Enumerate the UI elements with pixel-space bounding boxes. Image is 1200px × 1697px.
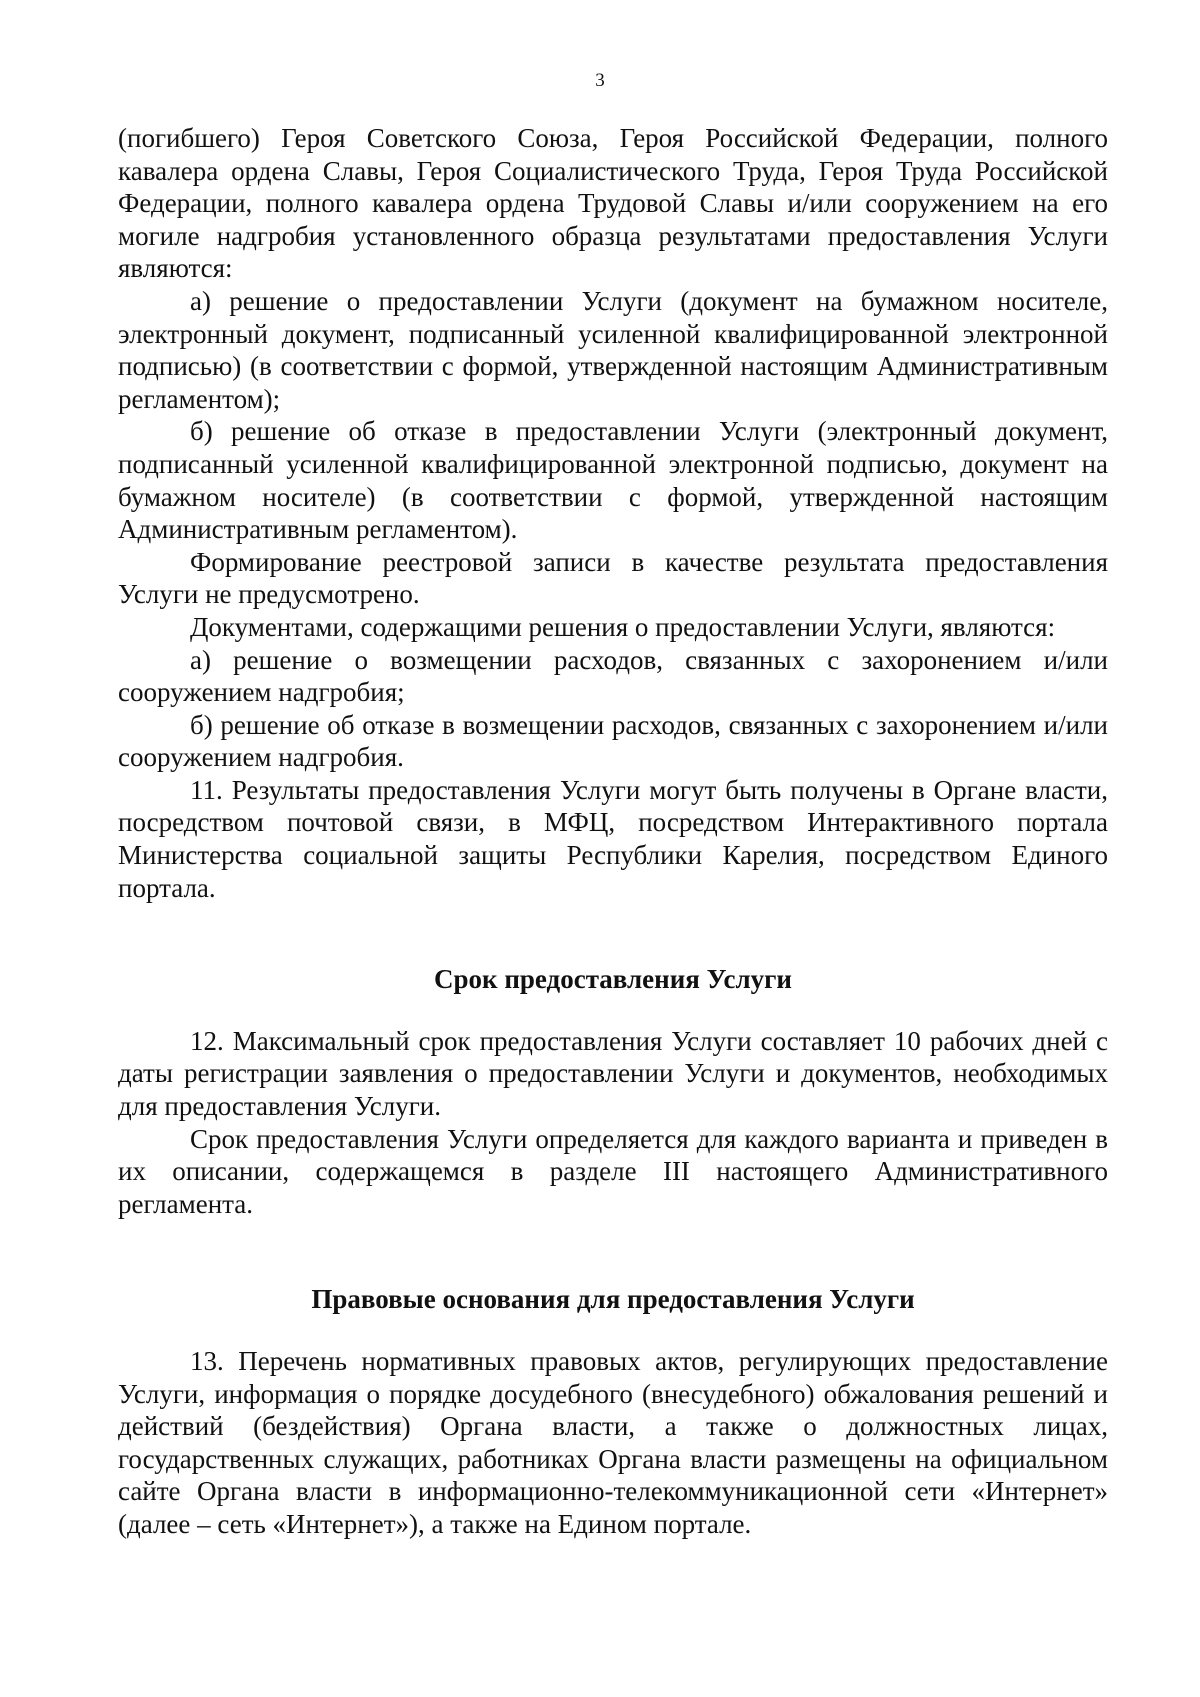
paragraph-item-11: 11. Результаты предоставления Услуги могут быть получены в Органе власти, посредством почтовой связи, в МФЦ, посредством Интерактивного портала Министерства социальной защиты Республики Карелия, посредством Единого портала. [118, 774, 1108, 903]
paragraph-results-intro: (погибшего) Героя Советского Союза, Героя Российской Федерации, полного кавалера ордена Славы, Героя Социалистического Труда, Героя Труда Российской Федерации, полного кавалера ордена Трудовой Славы и/или сооружением на его могиле надгробия установленного образца результатами предоставления Услуги являются: [118, 123, 1108, 284]
section-heading-term: Срок предоставления Услуги [434, 964, 792, 995]
document-body [118, 122, 1108, 1541]
paragraph-item-13: 13. Перечень нормативных правовых актов, регулирующих предоставление Услуги, информация о порядке досудебного (внесудебного) обжалования решений и действий (бездействия) Органа власти, а также о должностных лицах, государственных служащих, работниках Органа власти размещены на официальном сайте Органа власти в информационно-телекоммуникационной сети «Интернет» (далее – сеть «Интернет»), а также на Едином портале. [118, 1346, 1108, 1539]
paragraph-decision-refusal: б) решение об отказе в предоставлении Услуги (электронный документ, подписанный усиленной квалифицированной электронной подписью, документ на бумажном носителе) (в соответствии с формой, утвержденной настоящим Административным регламентом). [118, 416, 1108, 545]
paragraph-documents-intro: Документами, содержащими решения о предоставлении Услуги, являются: [190, 611, 1056, 642]
paragraph-term-variants: Срок предоставления Услуги определяется для каждого варианта и приведен в их описании, содержащемся в разделе III настоящего Административного регламента. [118, 1123, 1108, 1219]
page-number: 3 [595, 70, 605, 91]
paragraph-registry-record: Формирование реестровой записи в качестве результата предоставления Услуги не предусмотрено. [118, 546, 1108, 610]
paragraph-compensation-refusal: б) решение об отказе в возмещении расходов, связанных с захоронением и/или сооружением надгробия. [118, 709, 1108, 773]
paragraph-item-12: 12. Максимальный срок предоставления Услуги составляет 10 рабочих дней с даты регистрации заявления о предоставлении Услуги и документов, необходимых для предоставления Услуги. [118, 1025, 1108, 1122]
paragraph-compensation-decision: а) решение о возмещении расходов, связанных с захоронением и/или сооружением надгробия; [118, 644, 1108, 708]
section-heading-legal-basis: Правовые основания для предоставления Услуги [311, 1284, 915, 1315]
paragraph-decision-grant: а) решение о предоставлении Услуги (документ на бумажном носителе, электронный документ, подписанный усиленной квалифицированной электронной подписью) (в соответствии с формой, утвержденной настоящим Административным регламентом); [118, 285, 1108, 414]
